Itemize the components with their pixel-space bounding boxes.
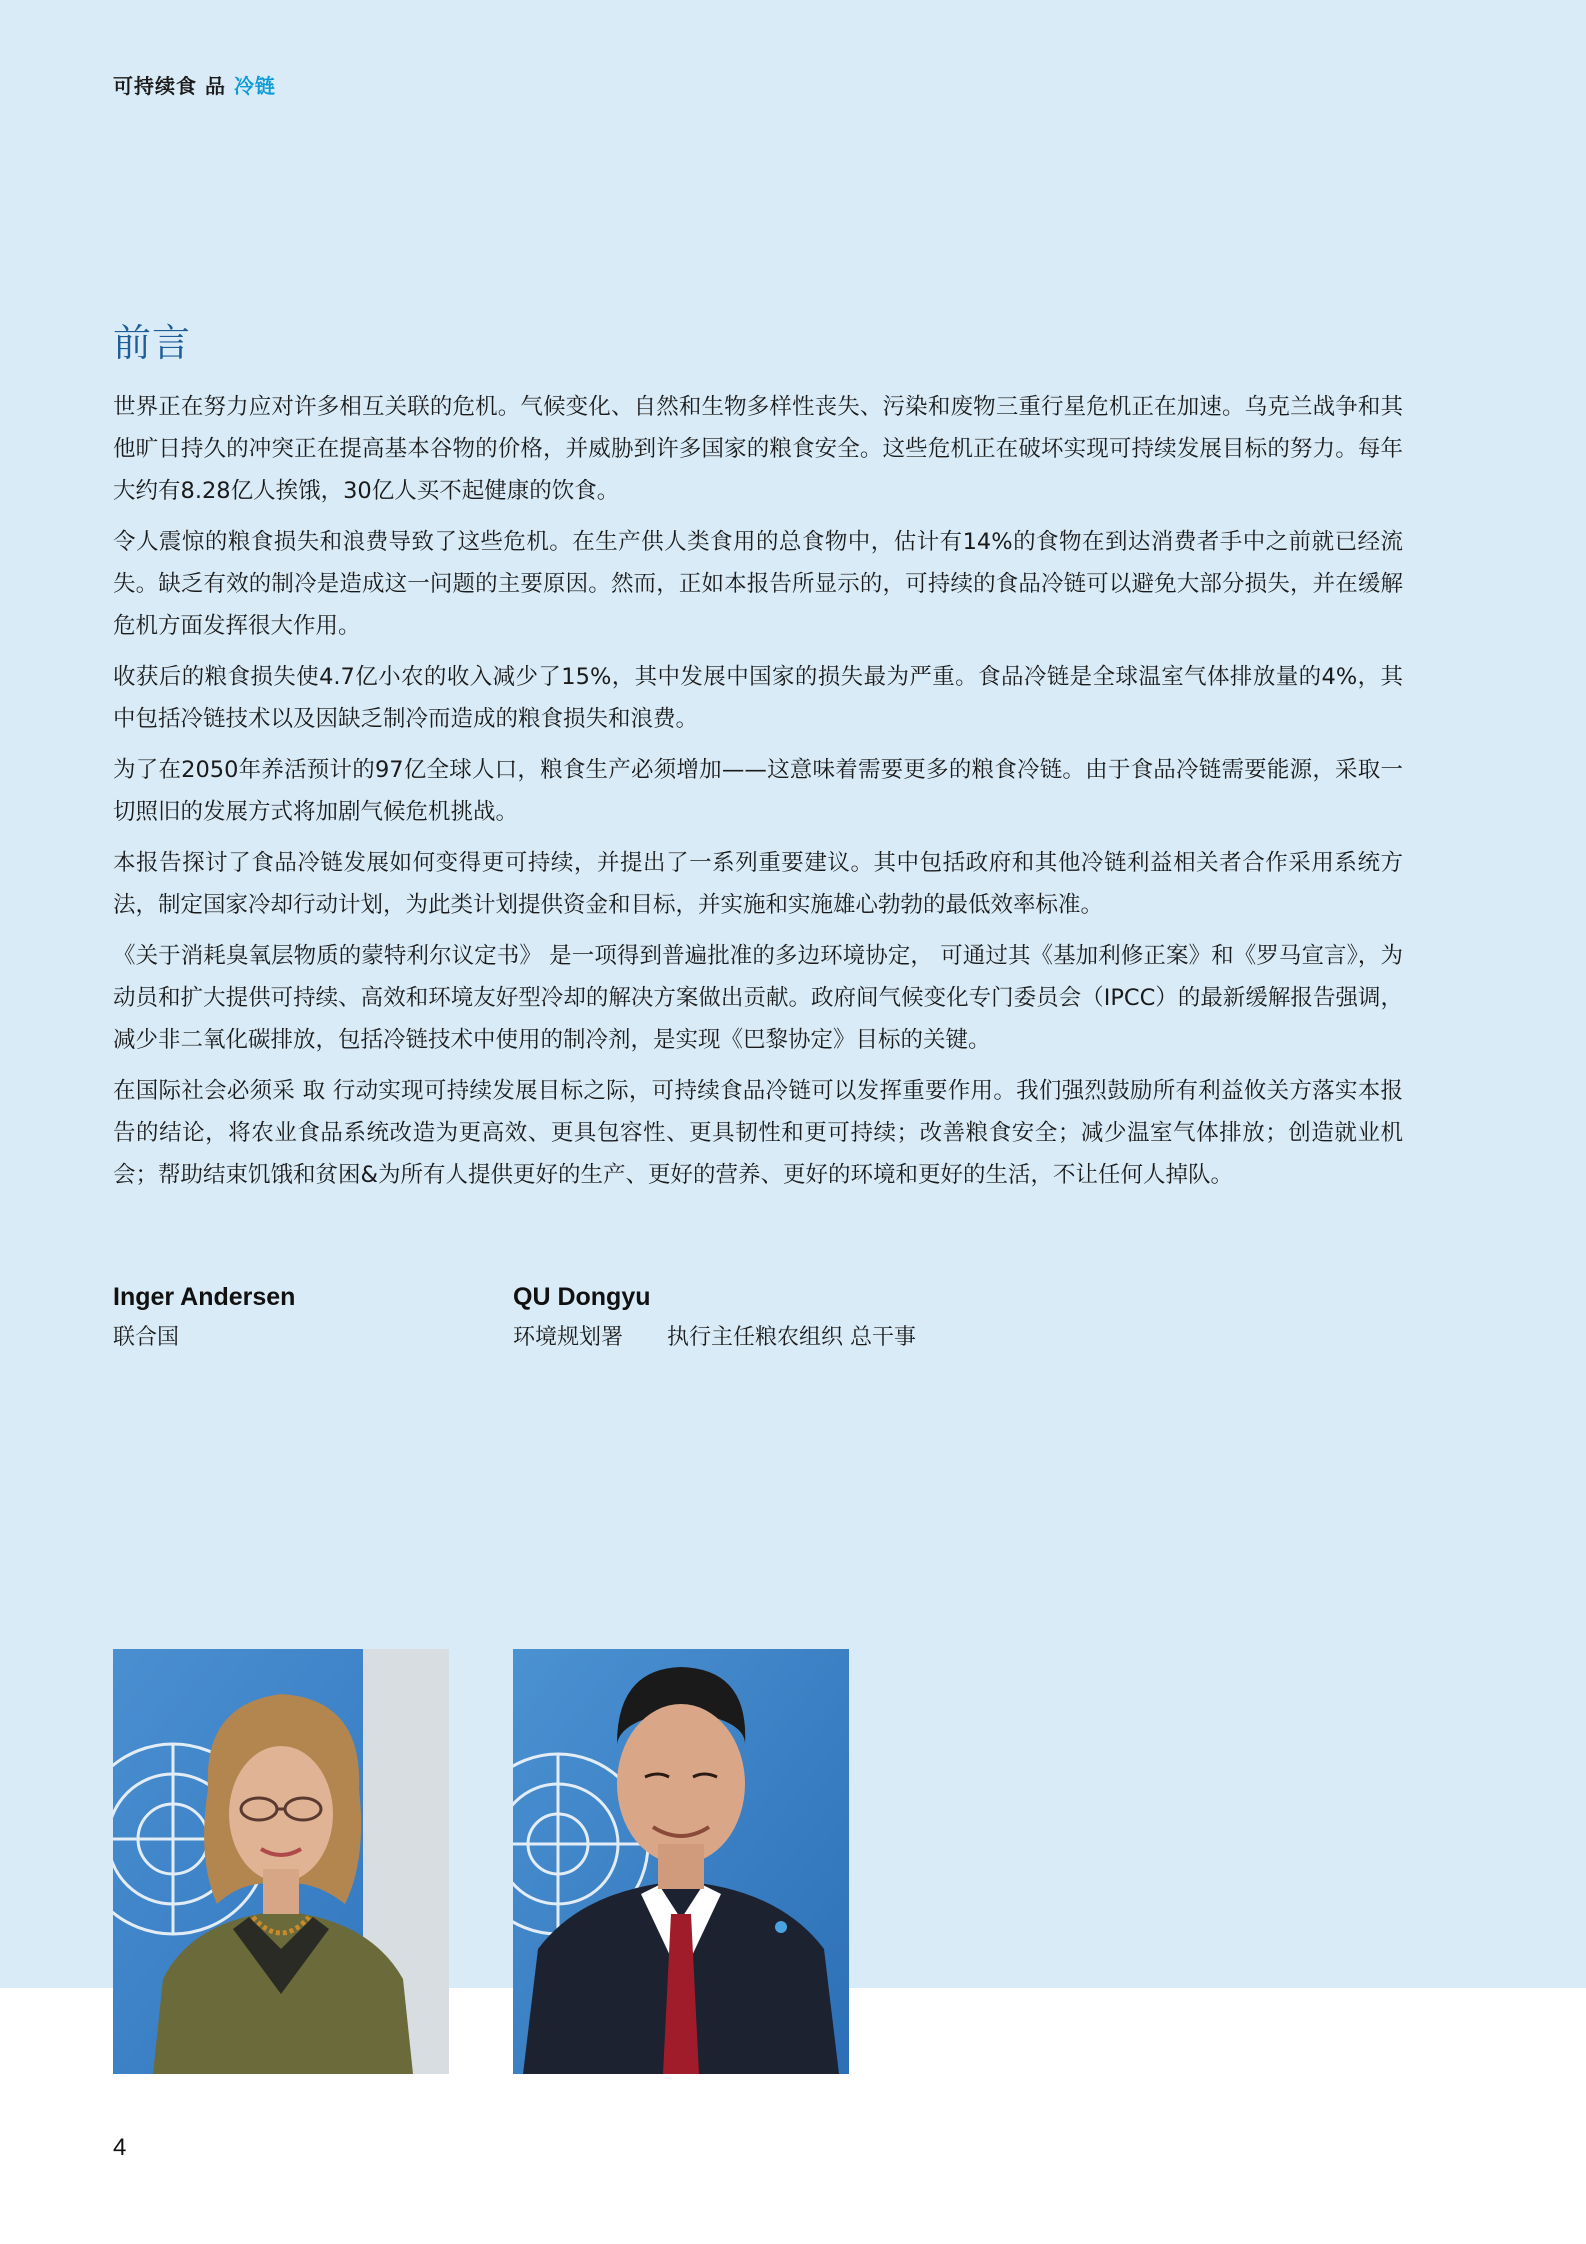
signatory-qu: [513, 1280, 916, 1358]
signatory-name: QU Dongyu: [513, 1283, 651, 1311]
paragraph-3: 收获后的粮食损失使4.7亿小农的收入减少了15%，其中发展中国家的损失最为严重。食品冷链是全球温室气体排放量的4%，其中包括冷链技术以及因缺乏制冷而造成的粮食损失和浪费。: [113, 664, 1403, 732]
signatory-andersen: [113, 1280, 295, 1358]
running-header: [113, 70, 276, 99]
foreword-body: [113, 386, 1403, 1205]
page-title: 前言: [113, 321, 192, 365]
page-number: 4: [113, 2134, 127, 2161]
paragraph-5: 本报告探讨了食品冷链发展如何变得更可持续，并提出了一系列重要建议。其中包括政府和其他冷链利益相关者合作采用系统方法，制定国家冷却行动计划，为此类计划提供资金和目标，并实施和实施雄心勃勃的最低效率标准。: [113, 850, 1403, 918]
signatory-name: Inger Andersen: [113, 1283, 296, 1311]
paragraph-1: 世界正在努力应对许多相互关联的危机。气候变化、自然和生物多样性丧失、污染和废物三重行星危机正在加速。乌克兰战争和其他旷日持久的冲突正在提高基本谷物的价格，并威胁到许多国家的粮食安全。这些危机正在破坏实现可持续发展目标的努力。每年大约有8.28亿人挨饿，30亿人买不起健康的饮食。: [113, 394, 1403, 504]
signatory-role: 联合国: [113, 1325, 180, 1350]
paragraph-6: 《关于消耗臭氧层物质的蒙特利尔议定书》 是一项得到普遍批准的多边环境协定， 可通过其《基加利修正案》和《罗马宣言》，为动员和扩大提供可持续、高效和环境友好型冷却的解决方案做出贡献。政府间气候变化专门委员会（IPCC）的最新缓解报告强调，减少非二氧化碳排放，包括冷链技术中使用的制冷剂，是实现《巴黎协定》目标的关键。: [113, 943, 1403, 1053]
paragraph-7: 在国际社会必须采 取 行动实现可持续发展目标之际，可持续食品冷链可以发挥重要作用。我们强烈鼓励所有利益攸关方落实本报告的结论，将农业食品系统改造为更高效、更具包容性、更具韧性和更可持续；改善粮食安全；减少温室气体排放；创造就业机会；帮助结束饥饿和贫困&为所有人提供更好的生产、更好的营养、更好的环境和更好的生活，不让任何人掉队。: [113, 1078, 1403, 1188]
paragraph-2: 令人震惊的粮食损失和浪费导致了这些危机。在生产供人类食用的总食物中，估计有14%的食物在到达消费者手中之前就已经流失。缺乏有效的制冷是造成这一问题的主要原因。然而，正如本报告所显示的，可持续的食品冷链可以避免大部分损失，并在缓解危机方面发挥很大作用。: [113, 529, 1403, 639]
header-series: 可持续食 品: [113, 74, 226, 98]
portrait-andersen: [113, 1649, 449, 2074]
paragraph-4: 为了在2050年养活预计的97亿全球人口，粮食生产必须增加——这意味着需要更多的粮食冷链。由于食品冷链需要能源，采取一切照旧的发展方式将加剧气候危机挑战。: [113, 757, 1403, 825]
portrait-qu: [513, 1649, 849, 2074]
header-topic: 冷链: [233, 74, 276, 98]
signatory-role: 环境规划署 执行主任粮农组织 总干事: [513, 1325, 916, 1350]
